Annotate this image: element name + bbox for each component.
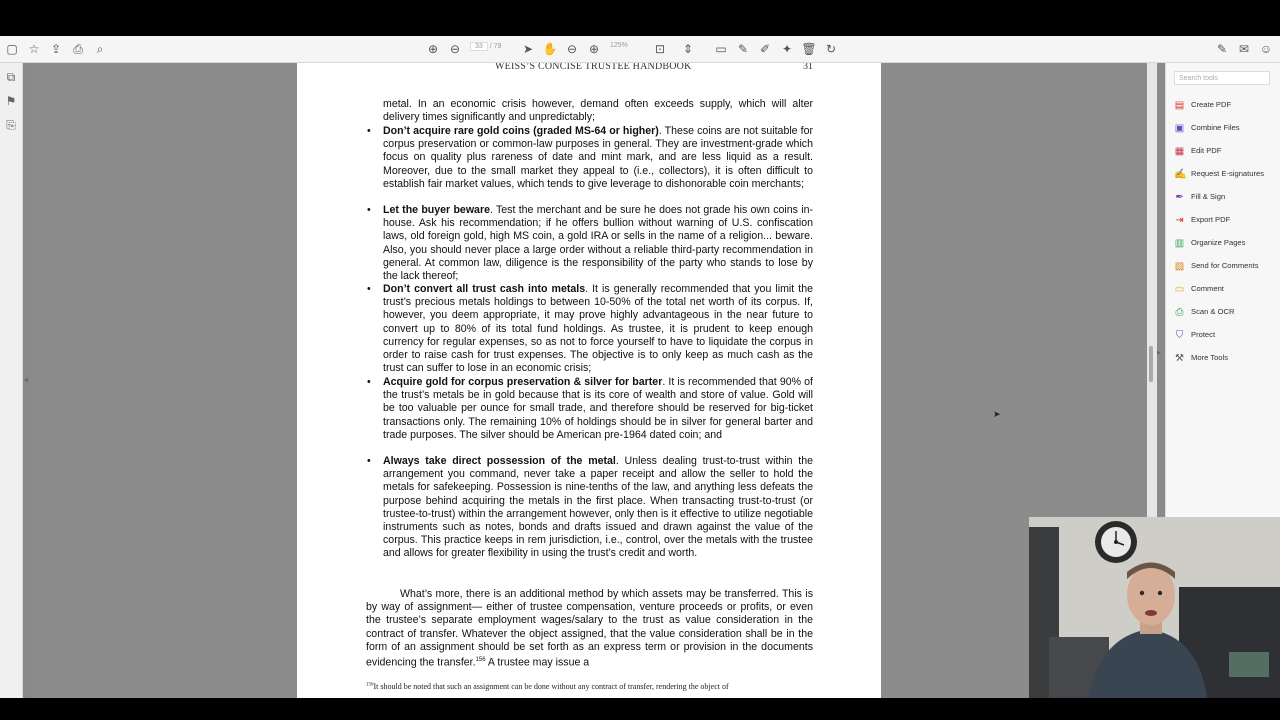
- delete-icon[interactable]: 🗑: [801, 42, 817, 56]
- intro-paragraph: metal. In an economic crisis however, demand often exceeds supply, which will alter delivery times significantly and unpredictably;: [383, 98, 813, 124]
- tool-send-for-comments[interactable]: [1174, 259, 1259, 273]
- bullet-icon: •: [367, 283, 371, 295]
- closing-paragraph: [366, 588, 813, 670]
- tool-scan-ocr[interactable]: [1174, 305, 1234, 319]
- bookmark-star-icon[interactable]: ☆: [28, 42, 40, 56]
- tool-request-esignatures[interactable]: [1174, 167, 1264, 181]
- bullet-text: . It is generally recommended that you limit the trust’s precious metals holdings to between 10-50% of the total net worth of its corpus. If, however, you deem appropriate, it may prove highly advantageous in the near future to convert up to 80% of its total fund holdings. As trustee, it is prudent to keep enough currency for regular expenses, so as not to force yourself to have to liquidate the corpus in order to raise cash for trust expenses. The objective is to only keep as much cash as the trust can suffer to lose in an economic crisis;: [383, 283, 813, 375]
- list-item: [367, 204, 813, 283]
- zoom-level[interactable]: 125%: [610, 42, 628, 49]
- tool-fill-sign[interactable]: [1174, 190, 1225, 204]
- pdf-page: [297, 63, 881, 698]
- edit-icon[interactable]: ✎: [1216, 42, 1228, 56]
- draw-icon[interactable]: ✐: [759, 42, 771, 56]
- tool-comment[interactable]: [1174, 282, 1224, 296]
- page-up-icon[interactable]: ⊕: [427, 42, 439, 56]
- attachments-icon[interactable]: ⎘: [6, 118, 16, 132]
- tool-create-pdf[interactable]: [1174, 98, 1231, 112]
- hand-tool-icon[interactable]: ✋: [542, 42, 558, 56]
- footnote-number: 156: [366, 682, 374, 688]
- tool-organize-pages[interactable]: [1174, 236, 1245, 250]
- rotate-icon[interactable]: ↻: [825, 42, 837, 56]
- bullet-heading: Acquire gold for corpus preservation & silver for barter: [383, 376, 663, 388]
- scrollbar-thumb[interactable]: [1149, 346, 1153, 382]
- fill-sign-icon: ✒: [1175, 191, 1184, 203]
- bullet-heading: Always take direct possession of the metal: [383, 455, 616, 467]
- page-number-input[interactable]: 33: [470, 42, 488, 51]
- mouse-cursor-icon: ➤: [993, 409, 1001, 419]
- bullet-icon: •: [367, 204, 371, 216]
- tool-protect[interactable]: [1174, 328, 1215, 342]
- tool-label: Send for Comments: [1191, 261, 1259, 270]
- collapse-left-icon[interactable]: ◂: [24, 375, 29, 384]
- bullet-text: . Unless dealing trust-to-trust within the arrangement you command, never take a paper receipt and allow the seller to hold the metals for safekeeping. Possession is nine-tenths of the law, and anything less defeats the purpose behind acquiring the metals in the first place. When transacting trust-to-trust (or trustee-to-trust) within the arrangement however, only then is it effective to utilize negotiable instruments such as notes, bonds and drafts issued and drawn against the value of the corpus. This practice keeps in rem jurisdiction, i.e., control, over the metals with the trustee and allows for greater flexibility in using the trust’s credit and worth.: [383, 455, 813, 560]
- tool-export-pdf[interactable]: [1174, 213, 1230, 227]
- upload-icon[interactable]: ⇪: [50, 42, 62, 56]
- tool-combine-files[interactable]: [1174, 121, 1240, 135]
- bullet-icon: •: [367, 455, 371, 467]
- page-indicator[interactable]: [470, 42, 501, 51]
- document-area[interactable]: [32, 63, 1147, 698]
- tool-label: Comment: [1191, 284, 1224, 293]
- bullet-text: . These coins are not suitable for corpus preservation or common-law purposes in general. They are investment-grade which focus on quality plus rareness of date and mint mark, and are less liquid as a result. Moreover, due to the small market they appeal to (i.e., collectors), it is often difficult to establish fair market values, which tends to give leverage to dishonorable coin merchants;: [383, 125, 813, 190]
- collapse-right-icon[interactable]: ▸: [1157, 348, 1162, 357]
- footnote-ref[interactable]: 156: [475, 657, 486, 664]
- tool-label: More Tools: [1191, 353, 1229, 362]
- scan-ocr-icon: ⎙: [1175, 306, 1184, 318]
- bullet-heading: Let the buyer beware: [383, 204, 490, 216]
- tool-label: Combine Files: [1191, 123, 1240, 132]
- tool-edit-pdf[interactable]: [1174, 144, 1221, 158]
- tool-label: Create PDF: [1191, 100, 1232, 109]
- bullet-text: . It is recommended that 90% of the trust’s metals be in gold because that is its core of wealth and store of value. Gold will be too valuable per ounce for small trade, and therefore should be reserved for big-ticket transactions only. The remaining 10% of holdings should be in silver for general barter and trade purposes. The silver should be American pre-1964 dated coin; and: [383, 376, 813, 441]
- page-thumbnails-icon[interactable]: ⧉: [6, 70, 16, 84]
- create-pdf-icon: ▤: [1174, 99, 1185, 111]
- save-icon[interactable]: ▢: [6, 42, 18, 56]
- tool-label: Organize Pages: [1191, 238, 1246, 247]
- combine-files-icon: ▣: [1174, 122, 1185, 134]
- select-cursor-icon[interactable]: ➤: [522, 42, 534, 56]
- bullet-icon: •: [367, 376, 371, 388]
- more-tools-icon: ⚒: [1175, 352, 1184, 364]
- bullet-list: [367, 125, 813, 574]
- footnote: [366, 682, 813, 691]
- page-down-icon[interactable]: ⊖: [449, 42, 461, 56]
- list-item: [367, 125, 813, 204]
- tool-label: Scan & OCR: [1191, 307, 1235, 316]
- mail-icon[interactable]: ✉: [1238, 42, 1250, 56]
- tool-more-tools[interactable]: [1174, 351, 1228, 365]
- page-total: / 79: [489, 43, 502, 50]
- request-esign-icon: ✍: [1174, 168, 1187, 180]
- left-navigation-pane: [0, 63, 29, 698]
- webcam-overlay: [1029, 517, 1280, 698]
- top-toolbar: [0, 36, 1280, 63]
- bullet-heading: Don’t convert all trust cash into metals: [383, 283, 586, 295]
- footnote-text: It should be noted that such an assignment can be done without any contract of transfer, rendering the object of: [373, 682, 729, 691]
- tool-label: Request E-signatures: [1191, 169, 1265, 178]
- tool-label: Fill & Sign: [1191, 192, 1226, 201]
- closing-tail: A trustee may issue a: [485, 656, 590, 669]
- protect-icon: ⛉: [1175, 329, 1184, 341]
- send-comments-icon: ▧: [1174, 260, 1185, 272]
- list-item: [367, 283, 813, 376]
- user-icon[interactable]: ☺: [1259, 42, 1273, 56]
- highlight-icon[interactable]: ✎: [737, 42, 749, 56]
- list-item: [367, 376, 813, 455]
- zoom-out-icon[interactable]: ⊖: [566, 42, 578, 56]
- bullet-heading: Don’t acquire rare gold coins (graded MS-64 or higher): [383, 125, 659, 137]
- organize-pages-icon: ▥: [1174, 237, 1185, 249]
- comment-icon: ▭: [1174, 283, 1185, 295]
- tool-label: Protect: [1191, 330, 1216, 339]
- closing-text: What’s more, there is an additional method by which assets may be transferred. This is by way of assignment— either of trustee compensation, venture proceeds or profits, or even the trustee’s separate employment wages/salary to the trust as value consideration in the contract of transfer. Whatever the object assigned, that the value consideration shall be in the form of an assignment should be set forth as an express term or provision in the documents evidencing the transfer.: [366, 588, 813, 669]
- zoom-in-icon[interactable]: ⊕: [588, 42, 600, 56]
- comment-tool-icon[interactable]: ▭: [715, 42, 727, 56]
- tool-label: Edit PDF: [1191, 146, 1222, 155]
- tool-label: Export PDF: [1191, 215, 1231, 224]
- scroll-mode-icon[interactable]: ⇕: [682, 42, 694, 56]
- bullet-icon: •: [367, 125, 371, 137]
- stamp-icon[interactable]: ✦: [781, 42, 793, 56]
- webcam-scene: [1029, 517, 1280, 698]
- bookmarks-icon[interactable]: ⚑: [5, 94, 17, 108]
- edit-pdf-icon: ▦: [1174, 145, 1185, 157]
- running-title: WEISS’S CONCISE TRUSTEE HANDBOOK: [495, 63, 692, 72]
- search-icon[interactable]: ⌕: [96, 42, 104, 56]
- page-fit-icon[interactable]: ⊡: [654, 42, 666, 56]
- export-pdf-icon: ⇥: [1175, 214, 1184, 226]
- search-tools-input[interactable]: Search tools: [1174, 71, 1270, 85]
- page-number: 31: [803, 63, 813, 72]
- bullet-text: . Test the merchant and be sure he does not grade his own coins in-house. Ask his recommendation; if he offers bullion without warning of U.S. confiscation laws, old foreign gold, high MS coin, a gold IRA or sells in the name of a religion... beware. Also, you should never place a large order without a reliable third-party recommendation in general. At common law, diligence is the responsibility of the party who stands to lose by the lack thereof;: [383, 204, 813, 283]
- list-item: [367, 455, 813, 574]
- print-icon[interactable]: ⎙: [73, 42, 83, 56]
